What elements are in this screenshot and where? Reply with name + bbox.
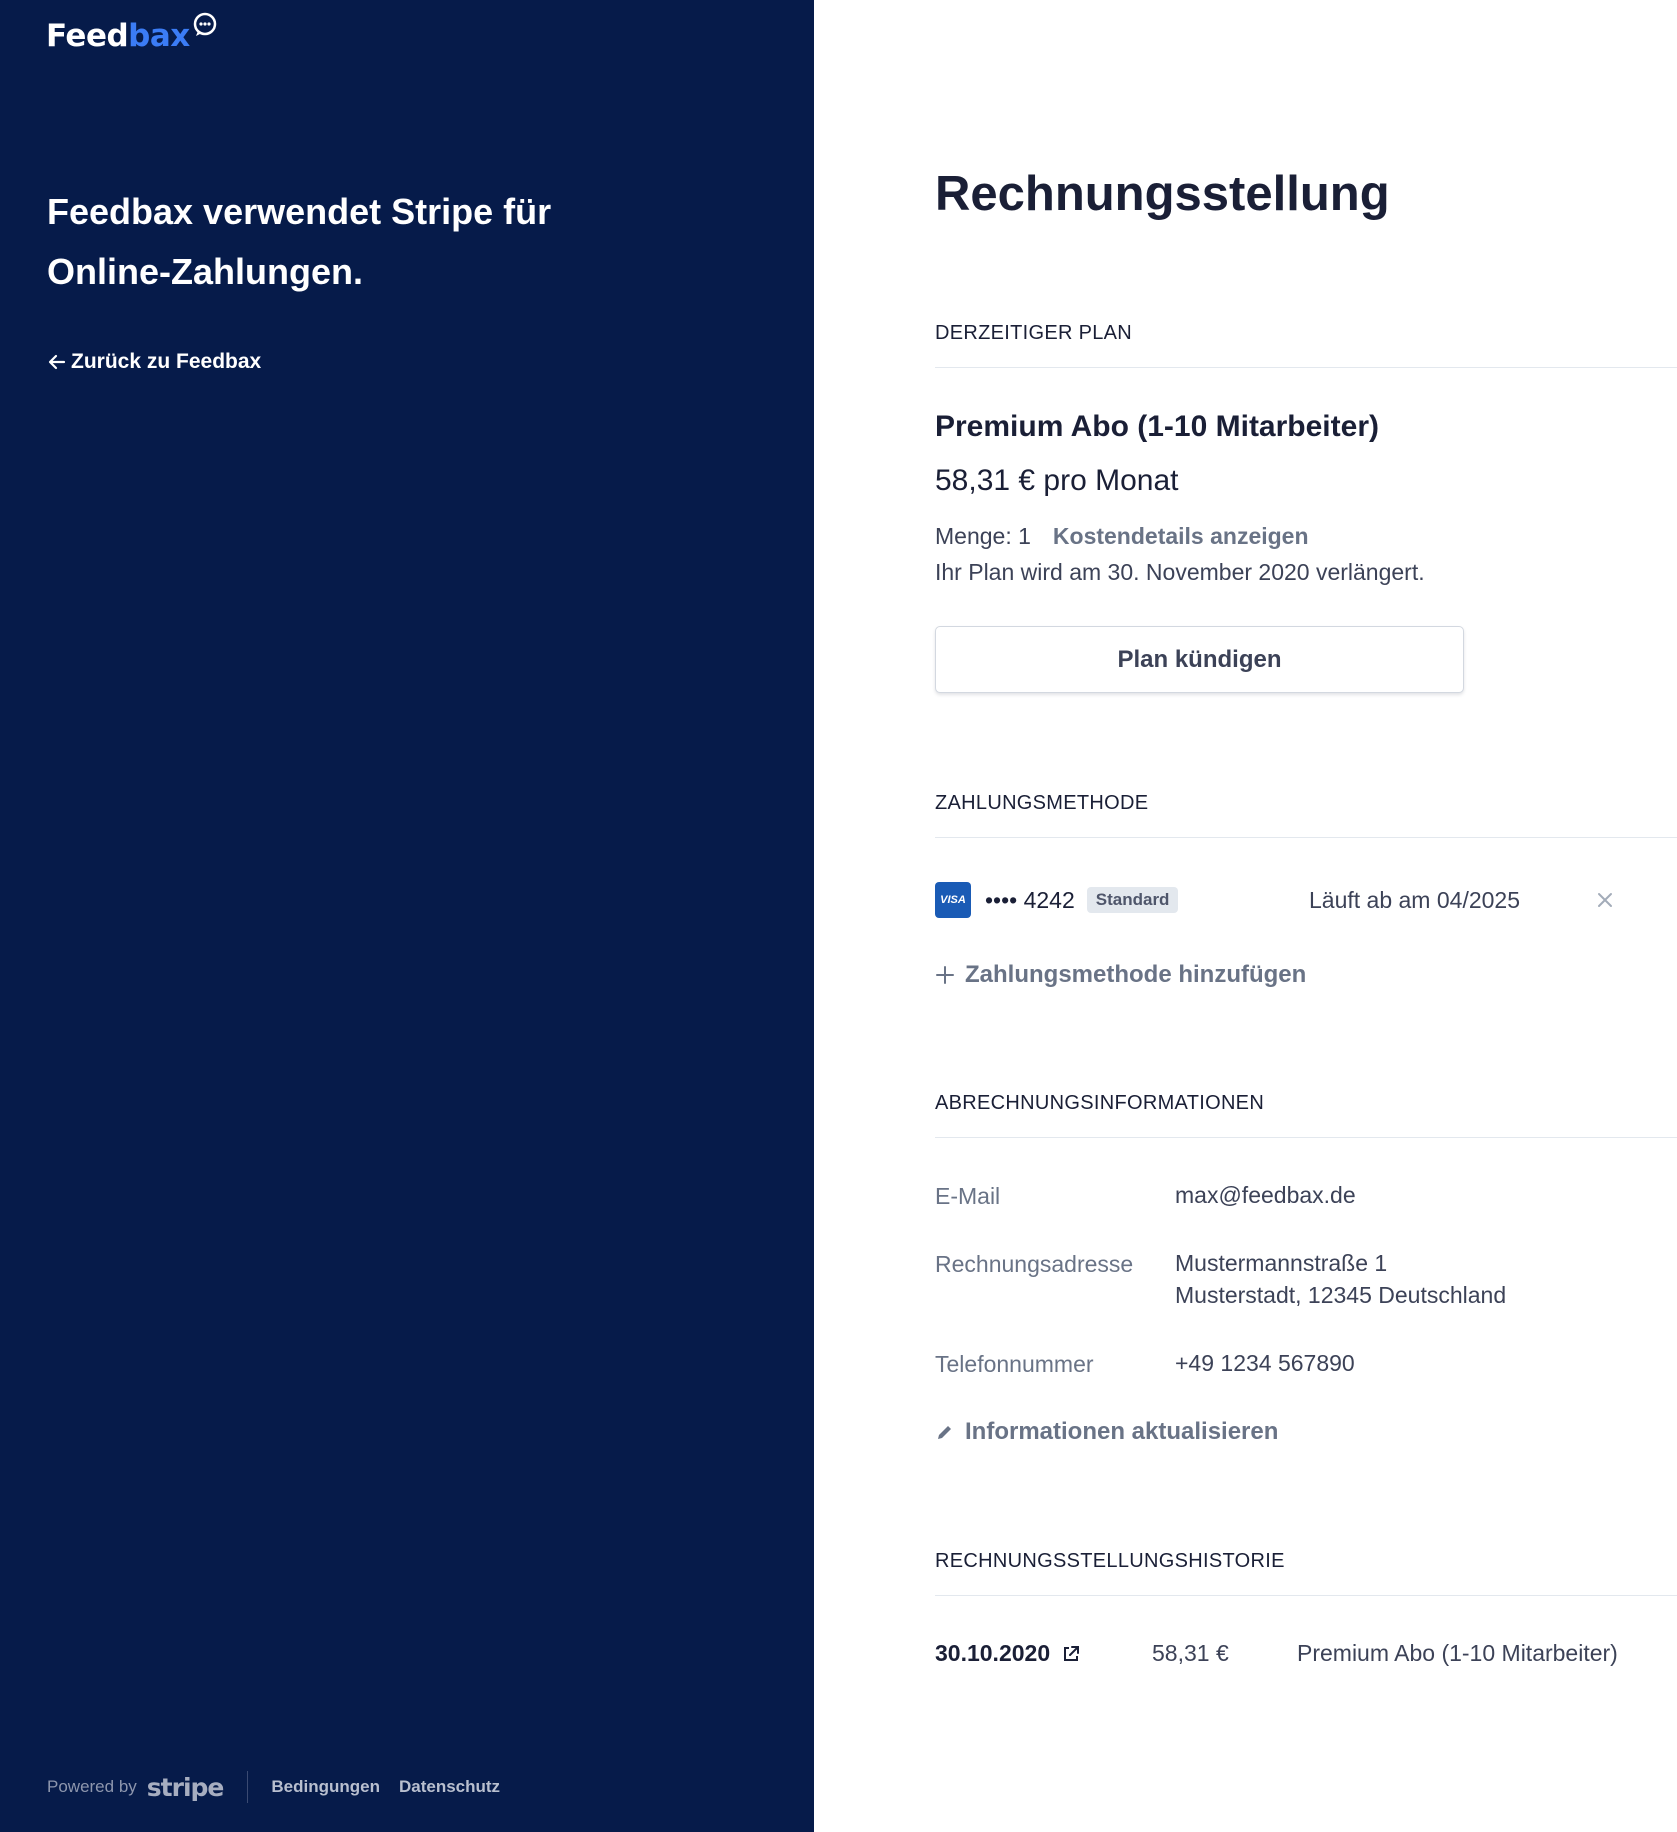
chat-bubble-icon <box>192 12 218 38</box>
invoice-date-link[interactable] <box>935 1640 1082 1667</box>
table-row <box>935 1640 1677 1667</box>
email-label: E-Mail <box>935 1183 1001 1209</box>
privacy-link[interactable]: Datenschutz <box>398 1777 501 1796</box>
external-link-icon <box>1060 1643 1082 1665</box>
card-last-digits: •••• 4242 <box>985 886 1075 913</box>
payment-method-heading: ZAHLUNGSMETHODE <box>935 792 1677 838</box>
cancel-plan-button[interactable]: Plan kündigen <box>935 626 1464 693</box>
address-line-2: Musterstadt, 12345 Deutschland <box>1175 1282 1507 1308</box>
card-expiry: Läuft ab am 04/2025 <box>1309 886 1520 913</box>
billing-main <box>935 0 1677 1832</box>
pencil-icon <box>935 1422 955 1442</box>
powered-by-label: Powered by <box>47 1777 137 1796</box>
phone-label: Telefonnummer <box>935 1351 1094 1377</box>
invoice-date: 30.10.2020 <box>935 1640 1051 1666</box>
sidebar-footer <box>47 1771 519 1803</box>
plan-renewal-text: Ihr Plan wird am 30. November 2020 verlängert. <box>935 559 1425 585</box>
default-badge: Standard <box>1087 887 1179 913</box>
invoice-amount: 58,31 € <box>1152 1640 1229 1666</box>
payment-method-row <box>935 880 1677 920</box>
powered-by-stripe[interactable] <box>47 1773 223 1802</box>
stripe-tagline: Feedbax verwendet Stripe für Online-Zahlungen. <box>47 191 552 292</box>
update-info-label: Informationen aktualisieren <box>965 1418 1279 1445</box>
phone-value: +49 1234 567890 <box>1175 1350 1355 1376</box>
update-info-link[interactable] <box>935 1418 1278 1446</box>
cost-details-link[interactable]: Kostendetails anzeigen <box>1052 523 1309 549</box>
feedbax-logo[interactable] <box>46 18 218 54</box>
billing-info-heading: ABRECHNUNGSINFORMATIONEN <box>935 1092 1677 1138</box>
plan-price: 58,31 € pro Monat <box>935 464 1179 497</box>
email-value: max@feedbax.de <box>1175 1182 1356 1208</box>
add-payment-method-link[interactable] <box>935 961 1306 989</box>
sidebar-panel <box>0 0 814 1832</box>
back-link-label: Zurück zu Feedbax <box>71 350 262 373</box>
stripe-logo: stripe <box>146 1772 224 1802</box>
billing-history-heading: RECHNUNGSSTELLUNGSHISTORIE <box>935 1550 1677 1596</box>
close-icon[interactable] <box>1593 888 1617 912</box>
invoice-description: Premium Abo (1-10 Mitarbeiter) <box>1297 1640 1618 1666</box>
page-title: Rechnungsstellung <box>935 167 1390 221</box>
plus-icon <box>935 965 955 985</box>
back-to-feedbax-link[interactable] <box>47 350 261 374</box>
add-payment-method-label: Zahlungsmethode hinzufügen <box>965 961 1307 988</box>
arrow-left-icon <box>47 352 67 372</box>
footer-divider <box>247 1771 248 1803</box>
plan-quantity-row <box>935 523 1309 550</box>
address-line-1: Mustermannstraße 1 <box>1175 1250 1388 1276</box>
plan-name: Premium Abo (1-10 Mitarbeiter) <box>935 410 1379 443</box>
current-plan-heading: DERZEITIGER PLAN <box>935 322 1677 368</box>
plan-quantity: Menge: 1 <box>935 523 1031 549</box>
terms-link[interactable]: Bedingungen <box>271 1777 380 1796</box>
logo-text-feed: Feed <box>46 18 129 54</box>
visa-card-icon: VISA <box>935 882 971 918</box>
address-label: Rechnungsadresse <box>935 1251 1134 1277</box>
logo-text-bax: bax <box>128 18 190 54</box>
